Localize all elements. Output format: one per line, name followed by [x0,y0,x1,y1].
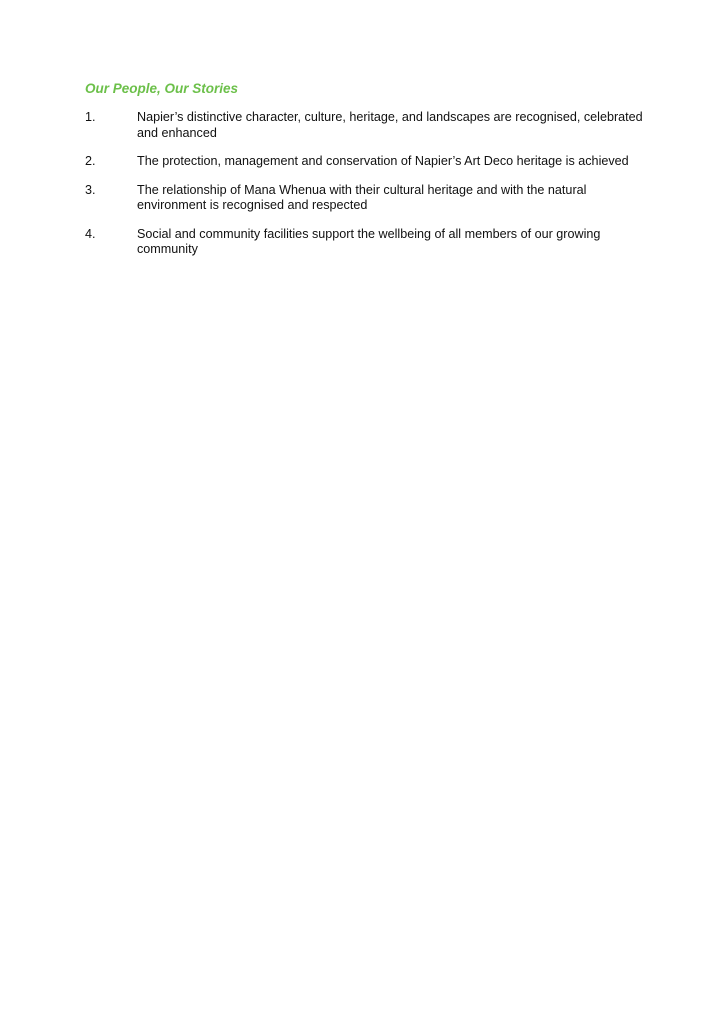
outcome-number: 4. [85,226,96,241]
outcome-text: The relationship of Mana Whenua with their cultural heritage and with the natural environment is recognised and respected [137,182,587,212]
outcome-list [85,110,645,258]
outcome-item [85,227,645,258]
outcome-number: 3. [85,182,96,197]
section-heading: Our People, Our Stories [85,81,239,96]
outcome-item [85,154,645,170]
outcome-item [85,183,645,214]
outcome-number: 2. [85,154,96,168]
outcome-number: 1. [85,110,96,124]
outcome-text: Social and community facilities support the wellbeing of all members of our growing community [137,226,601,256]
outcome-item [85,110,645,141]
outcome-text: Napier’s distinctive character, culture, heritage, and landscapes are recognised, celebrated and enhanced [137,110,643,140]
outcome-text: The protection, management and conservation of Napier’s Art Deco heritage is achieved [137,154,629,168]
